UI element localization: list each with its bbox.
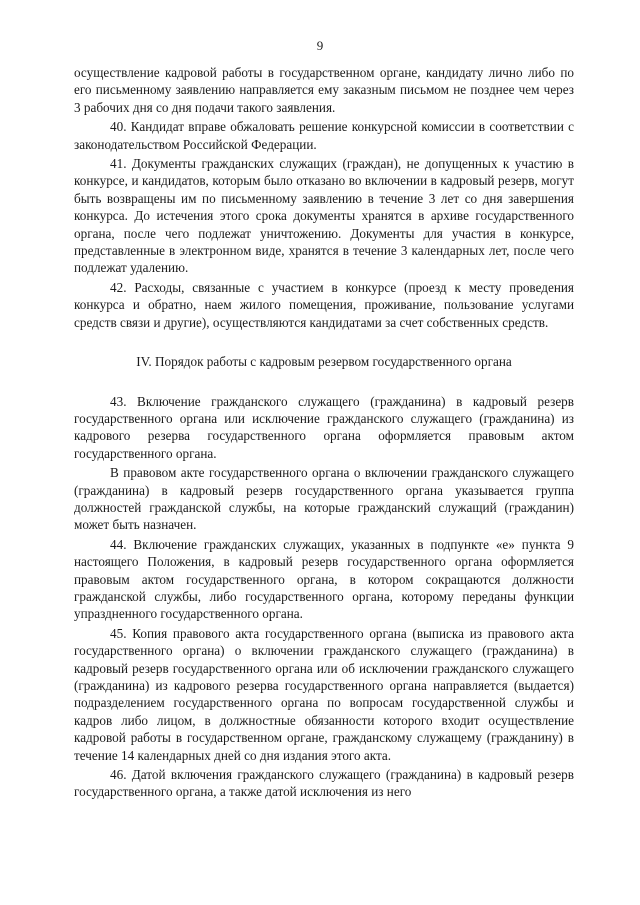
paragraph-41: 41. Документы гражданских служащих (граждан), не допущенных к участию в конкурсе, и кандидатов, которым было отказано во включении в кадровый резерв, могут быть возвращены им по письменному заявлению в течение 3 лет со дня завершения конкурса. До истечения этого срока документы хранятся в архиве государственного органа, после чего подлежат уничтожению. Документы для участия в конкурсе, представленные в электронном виде, хранятся в течение 3 календарных лет, после чего подлежат удалению. (74, 156, 574, 276)
document-body (74, 64, 574, 801)
paragraph-42: 42. Расходы, связанные с участием в конкурсе (проезд к месту проведения конкурса и обратно, наем жилого помещения, проживание, пользование услугами средств связи и другие), осуществляются кандидатами за счет собственных средств. (74, 279, 574, 330)
paragraph-43: 43. Включение гражданского служащего (гражданина) в кадровый резерв государственного органа или исключение гражданского служащего (гражданина) из кадрового резерва государственного органа оформляется правовым актом государственного органа. (74, 393, 574, 461)
section-heading: IV. Порядок работы с кадровым резервом государственного органа (136, 354, 512, 370)
paragraph-45: 45. Копия правового акта государственного органа (выписка из правового акта государственного органа) о включении гражданского служащего (гражданина) в кадровый резерв государственного органа или об исключении гражданского служащего (гражданина) из кадрового резерва государственного органа направляется (выдается) подразделением государственного органа по вопросам государственной службы и кадров либо лицом, в должностные обязанности которого входит осуществление кадровой работы в государственном органе, гражданскому служащему (гражданину) в течение 14 календарных дней со дня издания этого акта. (74, 625, 574, 763)
paragraph-43-legal-act: В правовом акте государственного органа о включении гражданского служащего (гражданина) в кадровый резерв государственного органа указывается группа должностей гражданской службы, на которые гражданский служащий (гражданин) может быть назначен. (74, 465, 574, 533)
paragraph-40: 40. Кандидат вправе обжаловать решение конкурсной комиссии в соответствии с законодательством Российской Федерации. (74, 119, 574, 152)
paragraphs-after (74, 393, 574, 801)
page-number: 9 (316, 38, 324, 53)
paragraphs-before (74, 64, 574, 331)
paragraph-44: 44. Включение гражданских служащих, указанных в подпункте «е» пункта 9 настоящего Положения, в кадровый резерв государственного органа оформляется правовым актом государственного органа, в котором сокращаются должности гражданской службы, либо государственного органа, которому переданы функции упраздненного государственного органа. (74, 536, 574, 622)
paragraph-39-continuation: осуществление кадровой работы в государственном органе, кандидату лично либо по его письменному заявлению направляется ему заказным письмом не позднее чем через 3 рабочих дня со дня подачи такого заявления. (74, 65, 574, 115)
paragraph-46: 46. Датой включения гражданского служащего (гражданина) в кадровый резерв государственного органа, а также датой исключения из него (74, 767, 574, 800)
